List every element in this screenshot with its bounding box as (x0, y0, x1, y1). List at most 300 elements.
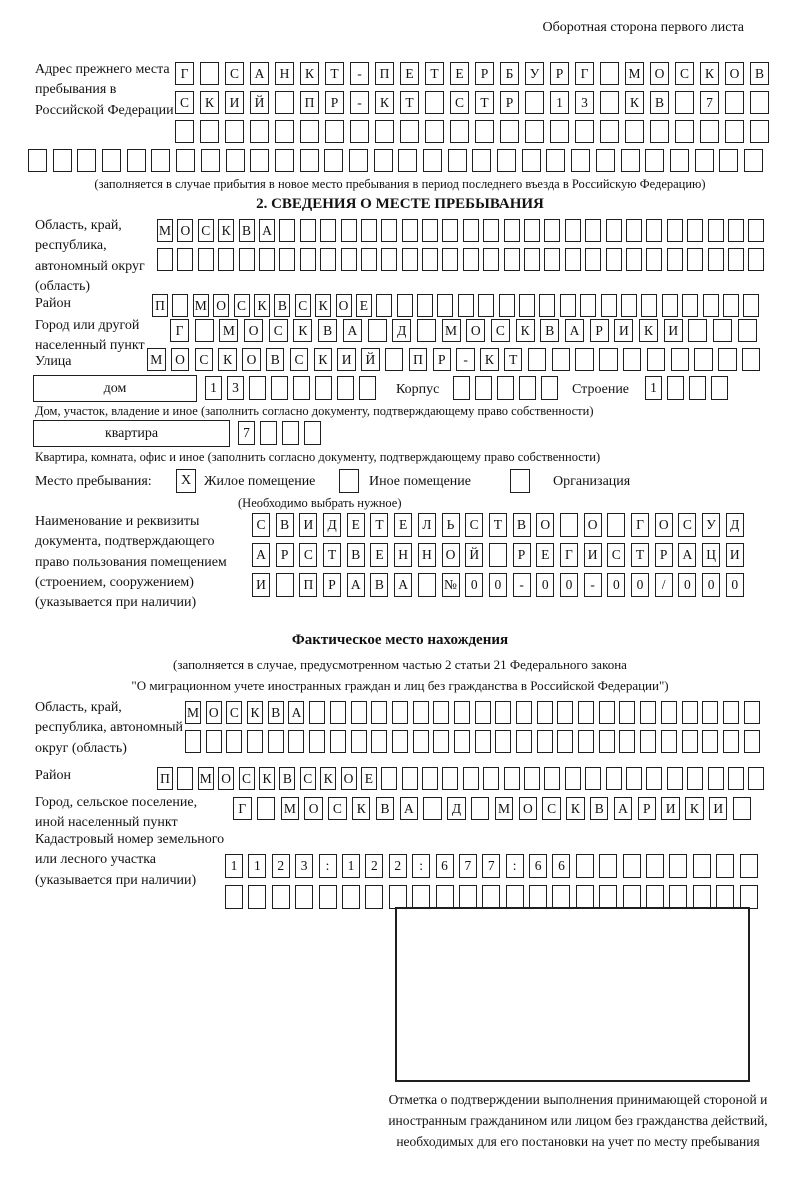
char-cell[interactable]: Р (323, 573, 341, 597)
char-cell[interactable] (475, 701, 491, 724)
char-cell[interactable]: С (450, 91, 469, 114)
char-cell[interactable]: А (252, 543, 270, 567)
char-cell[interactable] (459, 885, 477, 909)
char-cell[interactable] (748, 248, 764, 271)
char-cell[interactable] (640, 730, 656, 753)
char-cell[interactable] (250, 120, 269, 143)
char-cell[interactable]: 1 (225, 854, 243, 878)
char-cell[interactable] (206, 730, 222, 753)
char-cell[interactable]: М (442, 319, 461, 342)
char-cell[interactable]: 0 (678, 573, 696, 597)
char-cell[interactable]: М (625, 62, 644, 85)
char-cell[interactable]: К (218, 219, 234, 242)
char-cell[interactable] (315, 376, 332, 400)
char-cell[interactable]: А (400, 797, 419, 820)
char-cell[interactable] (713, 319, 732, 342)
char-cell[interactable] (368, 319, 387, 342)
char-cell[interactable]: О (584, 513, 602, 537)
char-cell[interactable]: Д (447, 797, 466, 820)
char-cell[interactable] (662, 294, 678, 317)
char-cell[interactable] (423, 149, 442, 172)
char-cell[interactable] (330, 701, 346, 724)
char-cell[interactable]: - (584, 573, 602, 597)
char-cell[interactable] (497, 376, 514, 400)
char-cell[interactable]: Й (250, 91, 269, 114)
char-cell[interactable]: Т (631, 543, 649, 567)
char-cell[interactable] (687, 248, 703, 271)
char-cell[interactable]: С (300, 767, 316, 790)
char-cell[interactable] (381, 248, 397, 271)
char-cell[interactable]: Т (504, 348, 523, 371)
char-cell[interactable] (200, 120, 219, 143)
char-cell[interactable]: К (566, 797, 585, 820)
char-cell[interactable]: 2 (272, 854, 290, 878)
char-cell[interactable] (475, 730, 491, 753)
char-cell[interactable]: О (206, 701, 222, 724)
char-cell[interactable] (295, 885, 313, 909)
char-cell[interactable]: О (341, 767, 357, 790)
char-cell[interactable]: Г (575, 62, 594, 85)
char-cell[interactable] (304, 421, 321, 445)
char-cell[interactable] (625, 120, 644, 143)
char-cell[interactable]: О (466, 319, 485, 342)
char-cell[interactable]: К (375, 91, 394, 114)
char-cell[interactable] (541, 376, 558, 400)
char-cell[interactable]: / (655, 573, 673, 597)
char-cell[interactable] (402, 219, 418, 242)
char-cell[interactable] (557, 730, 573, 753)
char-cell[interactable] (585, 767, 601, 790)
char-cell[interactable] (276, 573, 294, 597)
char-cell[interactable]: В (268, 701, 284, 724)
char-cell[interactable] (623, 348, 642, 371)
char-cell[interactable] (669, 854, 687, 878)
char-cell[interactable] (600, 62, 619, 85)
char-cell[interactable]: Е (536, 543, 554, 567)
char-cell[interactable] (565, 767, 581, 790)
char-cell[interactable] (560, 294, 576, 317)
char-cell[interactable]: О (244, 319, 263, 342)
char-cell[interactable]: 1 (248, 854, 266, 878)
char-cell[interactable]: Е (400, 62, 419, 85)
char-cell[interactable] (342, 885, 360, 909)
char-cell[interactable] (552, 348, 571, 371)
char-cell[interactable]: 2 (365, 854, 383, 878)
char-cell[interactable]: 7 (700, 91, 719, 114)
char-cell[interactable] (300, 149, 319, 172)
char-cell[interactable] (341, 219, 357, 242)
char-cell[interactable] (565, 219, 581, 242)
char-cell[interactable] (412, 885, 430, 909)
char-cell[interactable] (667, 767, 683, 790)
char-cell[interactable] (279, 248, 295, 271)
char-cell[interactable] (483, 248, 499, 271)
char-cell[interactable]: С (269, 319, 288, 342)
char-cell[interactable] (599, 348, 618, 371)
char-cell[interactable] (300, 248, 316, 271)
char-cell[interactable] (319, 885, 337, 909)
char-cell[interactable]: М (193, 294, 209, 317)
char-cell[interactable] (361, 219, 377, 242)
char-cell[interactable]: № (442, 573, 460, 597)
char-cell[interactable] (599, 730, 615, 753)
char-cell[interactable] (528, 348, 547, 371)
char-cell[interactable] (320, 248, 336, 271)
char-cell[interactable] (504, 248, 520, 271)
char-cell[interactable] (482, 885, 500, 909)
char-cell[interactable]: Г (233, 797, 252, 820)
char-cell[interactable] (578, 730, 594, 753)
char-cell[interactable] (422, 219, 438, 242)
char-cell[interactable]: Е (356, 294, 372, 317)
char-cell[interactable] (275, 91, 294, 114)
char-cell[interactable] (417, 294, 433, 317)
char-cell[interactable]: Н (394, 543, 412, 567)
char-cell[interactable] (201, 149, 220, 172)
char-cell[interactable] (463, 219, 479, 242)
char-cell[interactable]: М (157, 219, 173, 242)
char-cell[interactable] (723, 730, 739, 753)
char-cell[interactable]: Т (370, 513, 388, 537)
char-cell[interactable] (675, 91, 694, 114)
char-cell[interactable]: П (157, 767, 173, 790)
char-cell[interactable] (682, 294, 698, 317)
char-cell[interactable] (748, 219, 764, 242)
char-cell[interactable] (249, 376, 266, 400)
char-cell[interactable]: К (352, 797, 371, 820)
char-cell[interactable]: Т (475, 91, 494, 114)
char-cell[interactable]: У (702, 513, 720, 537)
char-cell[interactable]: Г (170, 319, 189, 342)
char-cell[interactable]: Г (560, 543, 578, 567)
char-cell[interactable] (247, 730, 263, 753)
char-cell[interactable]: И (614, 319, 633, 342)
char-cell[interactable]: Р (590, 319, 609, 342)
char-cell[interactable]: Р (550, 62, 569, 85)
char-cell[interactable]: О (304, 797, 323, 820)
char-cell[interactable] (667, 219, 683, 242)
char-cell[interactable]: 0 (560, 573, 578, 597)
char-cell[interactable]: С (226, 701, 242, 724)
char-cell[interactable] (177, 767, 193, 790)
char-cell[interactable]: 3 (575, 91, 594, 114)
char-cell[interactable] (175, 120, 194, 143)
char-cell[interactable] (28, 149, 47, 172)
char-cell[interactable] (544, 248, 560, 271)
char-cell[interactable] (293, 376, 310, 400)
char-cell[interactable]: И (661, 797, 680, 820)
char-cell[interactable] (725, 120, 744, 143)
char-cell[interactable] (740, 854, 758, 878)
char-cell[interactable] (546, 149, 565, 172)
char-cell[interactable]: О (336, 294, 352, 317)
char-cell[interactable]: Е (361, 767, 377, 790)
char-cell[interactable] (433, 701, 449, 724)
char-cell[interactable] (483, 767, 499, 790)
char-cell[interactable]: Ь (442, 513, 460, 537)
char-cell[interactable] (454, 701, 470, 724)
char-cell[interactable] (744, 730, 760, 753)
char-cell[interactable]: 0 (607, 573, 625, 597)
char-cell[interactable]: О (213, 294, 229, 317)
char-cell[interactable]: В (750, 62, 769, 85)
char-cell[interactable] (725, 91, 744, 114)
char-cell[interactable] (198, 248, 214, 271)
char-cell[interactable] (694, 348, 713, 371)
char-cell[interactable]: М (219, 319, 238, 342)
char-cell[interactable]: К (625, 91, 644, 114)
char-cell[interactable]: И (225, 91, 244, 114)
char-cell[interactable]: В (318, 319, 337, 342)
char-cell[interactable] (398, 149, 417, 172)
char-cell[interactable]: К (247, 701, 263, 724)
char-cell[interactable]: Е (450, 62, 469, 85)
char-cell[interactable]: : (412, 854, 430, 878)
char-cell[interactable] (425, 91, 444, 114)
char-cell[interactable] (200, 62, 219, 85)
char-cell[interactable]: Н (275, 62, 294, 85)
char-cell[interactable] (688, 319, 707, 342)
char-cell[interactable] (711, 376, 728, 400)
char-cell[interactable] (537, 730, 553, 753)
char-cell[interactable] (351, 701, 367, 724)
char-cell[interactable] (271, 376, 288, 400)
char-cell[interactable]: 0 (465, 573, 483, 597)
char-cell[interactable]: Р (276, 543, 294, 567)
char-cell[interactable] (576, 854, 594, 878)
char-cell[interactable] (675, 120, 694, 143)
char-cell[interactable]: М (185, 701, 201, 724)
char-cell[interactable] (385, 348, 404, 371)
char-cell[interactable] (585, 248, 601, 271)
char-cell[interactable]: 3 (227, 376, 244, 400)
char-cell[interactable] (669, 885, 687, 909)
char-cell[interactable] (425, 120, 444, 143)
char-cell[interactable]: А (394, 573, 412, 597)
char-cell[interactable] (623, 854, 641, 878)
char-cell[interactable] (436, 885, 454, 909)
char-cell[interactable] (500, 120, 519, 143)
char-cell[interactable] (495, 701, 511, 724)
char-cell[interactable] (423, 797, 442, 820)
char-cell[interactable]: О (218, 767, 234, 790)
char-cell[interactable]: Й (361, 348, 380, 371)
char-cell[interactable]: 6 (529, 854, 547, 878)
char-cell[interactable] (647, 348, 666, 371)
char-cell[interactable]: 0 (631, 573, 649, 597)
char-cell[interactable] (522, 149, 541, 172)
char-cell[interactable] (453, 376, 470, 400)
char-cell[interactable]: Е (347, 513, 365, 537)
char-cell[interactable]: 2 (389, 854, 407, 878)
char-cell[interactable]: 6 (552, 854, 570, 878)
char-cell[interactable]: С (195, 348, 214, 371)
char-cell[interactable]: О (519, 797, 538, 820)
char-cell[interactable] (693, 854, 711, 878)
char-cell[interactable]: С (678, 513, 696, 537)
char-cell[interactable]: С (542, 797, 561, 820)
char-cell[interactable] (539, 294, 555, 317)
char-cell[interactable]: К (300, 62, 319, 85)
char-cell[interactable]: С (225, 62, 244, 85)
char-cell[interactable]: С (465, 513, 483, 537)
char-cell[interactable] (172, 294, 188, 317)
char-cell[interactable] (127, 149, 146, 172)
char-cell[interactable] (600, 91, 619, 114)
char-cell[interactable] (626, 219, 642, 242)
char-cell[interactable] (442, 219, 458, 242)
char-cell[interactable] (575, 120, 594, 143)
char-cell[interactable] (448, 149, 467, 172)
char-cell[interactable] (600, 120, 619, 143)
checkbox-residential[interactable]: X (176, 469, 196, 493)
char-cell[interactable] (337, 376, 354, 400)
char-cell[interactable] (102, 149, 121, 172)
char-cell[interactable] (728, 767, 744, 790)
char-cell[interactable] (218, 248, 234, 271)
char-cell[interactable] (646, 248, 662, 271)
char-cell[interactable] (77, 149, 96, 172)
char-cell[interactable] (544, 767, 560, 790)
char-cell[interactable]: А (614, 797, 633, 820)
char-cell[interactable] (524, 219, 540, 242)
char-cell[interactable] (550, 120, 569, 143)
char-cell[interactable] (571, 149, 590, 172)
char-cell[interactable]: В (513, 513, 531, 537)
char-cell[interactable]: П (300, 91, 319, 114)
char-cell[interactable]: В (347, 543, 365, 567)
char-cell[interactable]: В (590, 797, 609, 820)
char-cell[interactable]: О (536, 513, 554, 537)
char-cell[interactable] (596, 149, 615, 172)
char-cell[interactable]: А (343, 319, 362, 342)
char-cell[interactable]: Т (323, 543, 341, 567)
char-cell[interactable] (504, 767, 520, 790)
char-cell[interactable]: В (650, 91, 669, 114)
char-cell[interactable]: О (242, 348, 261, 371)
char-cell[interactable] (361, 248, 377, 271)
char-cell[interactable] (524, 248, 540, 271)
char-cell[interactable] (703, 294, 719, 317)
char-cell[interactable] (740, 885, 758, 909)
char-cell[interactable]: Р (513, 543, 531, 567)
char-cell[interactable] (708, 767, 724, 790)
char-cell[interactable] (433, 730, 449, 753)
char-cell[interactable]: М (147, 348, 166, 371)
char-cell[interactable] (442, 248, 458, 271)
char-cell[interactable] (176, 149, 195, 172)
char-cell[interactable] (422, 767, 438, 790)
char-cell[interactable] (560, 513, 578, 537)
char-cell[interactable]: И (337, 348, 356, 371)
char-cell[interactable] (733, 797, 752, 820)
char-cell[interactable]: С (290, 348, 309, 371)
char-cell[interactable] (607, 513, 625, 537)
char-cell[interactable]: В (266, 348, 285, 371)
char-cell[interactable] (437, 294, 453, 317)
char-cell[interactable]: А (347, 573, 365, 597)
char-cell[interactable] (499, 294, 515, 317)
char-cell[interactable] (226, 149, 245, 172)
char-cell[interactable]: И (252, 573, 270, 597)
char-cell[interactable] (472, 149, 491, 172)
char-cell[interactable] (392, 701, 408, 724)
char-cell[interactable] (300, 219, 316, 242)
char-cell[interactable] (650, 120, 669, 143)
char-cell[interactable] (275, 120, 294, 143)
char-cell[interactable] (606, 248, 622, 271)
char-cell[interactable] (413, 730, 429, 753)
char-cell[interactable] (282, 421, 299, 445)
char-cell[interactable] (483, 219, 499, 242)
char-cell[interactable]: С (252, 513, 270, 537)
char-cell[interactable] (53, 149, 72, 172)
char-cell[interactable]: Д (726, 513, 744, 537)
char-cell[interactable]: П (152, 294, 168, 317)
char-cell[interactable] (504, 219, 520, 242)
char-cell[interactable]: Р (500, 91, 519, 114)
char-cell[interactable]: 0 (489, 573, 507, 597)
char-cell[interactable] (667, 376, 684, 400)
char-cell[interactable] (330, 730, 346, 753)
char-cell[interactable] (288, 730, 304, 753)
char-cell[interactable]: А (565, 319, 584, 342)
char-cell[interactable] (716, 854, 734, 878)
char-cell[interactable]: Й (465, 543, 483, 567)
char-cell[interactable] (525, 120, 544, 143)
char-cell[interactable]: К (293, 319, 312, 342)
char-cell[interactable] (417, 319, 436, 342)
char-cell[interactable]: И (299, 513, 317, 537)
char-cell[interactable]: 7 (482, 854, 500, 878)
char-cell[interactable] (646, 767, 662, 790)
char-cell[interactable] (519, 376, 536, 400)
char-cell[interactable] (324, 149, 343, 172)
char-cell[interactable] (463, 767, 479, 790)
char-cell[interactable] (557, 701, 573, 724)
char-cell[interactable] (442, 767, 458, 790)
char-cell[interactable] (250, 149, 269, 172)
char-cell[interactable] (728, 219, 744, 242)
char-cell[interactable]: Е (370, 543, 388, 567)
char-cell[interactable] (375, 120, 394, 143)
char-cell[interactable] (695, 149, 714, 172)
char-cell[interactable] (374, 149, 393, 172)
char-cell[interactable]: Б (500, 62, 519, 85)
char-cell[interactable] (272, 885, 290, 909)
char-cell[interactable] (371, 730, 387, 753)
char-cell[interactable] (413, 701, 429, 724)
char-cell[interactable] (744, 701, 760, 724)
char-cell[interactable] (268, 730, 284, 753)
char-cell[interactable] (738, 319, 757, 342)
char-cell[interactable]: Г (631, 513, 649, 537)
char-cell[interactable] (402, 767, 418, 790)
char-cell[interactable]: С (491, 319, 510, 342)
char-cell[interactable] (478, 294, 494, 317)
char-cell[interactable] (309, 730, 325, 753)
char-cell[interactable]: Е (394, 513, 412, 537)
char-cell[interactable]: Т (425, 62, 444, 85)
char-cell[interactable] (537, 701, 553, 724)
char-cell[interactable]: К (685, 797, 704, 820)
char-cell[interactable]: К (314, 348, 333, 371)
char-cell[interactable] (320, 219, 336, 242)
char-cell[interactable]: Р (638, 797, 657, 820)
char-cell[interactable] (728, 248, 744, 271)
char-cell[interactable] (716, 885, 734, 909)
char-cell[interactable] (702, 730, 718, 753)
